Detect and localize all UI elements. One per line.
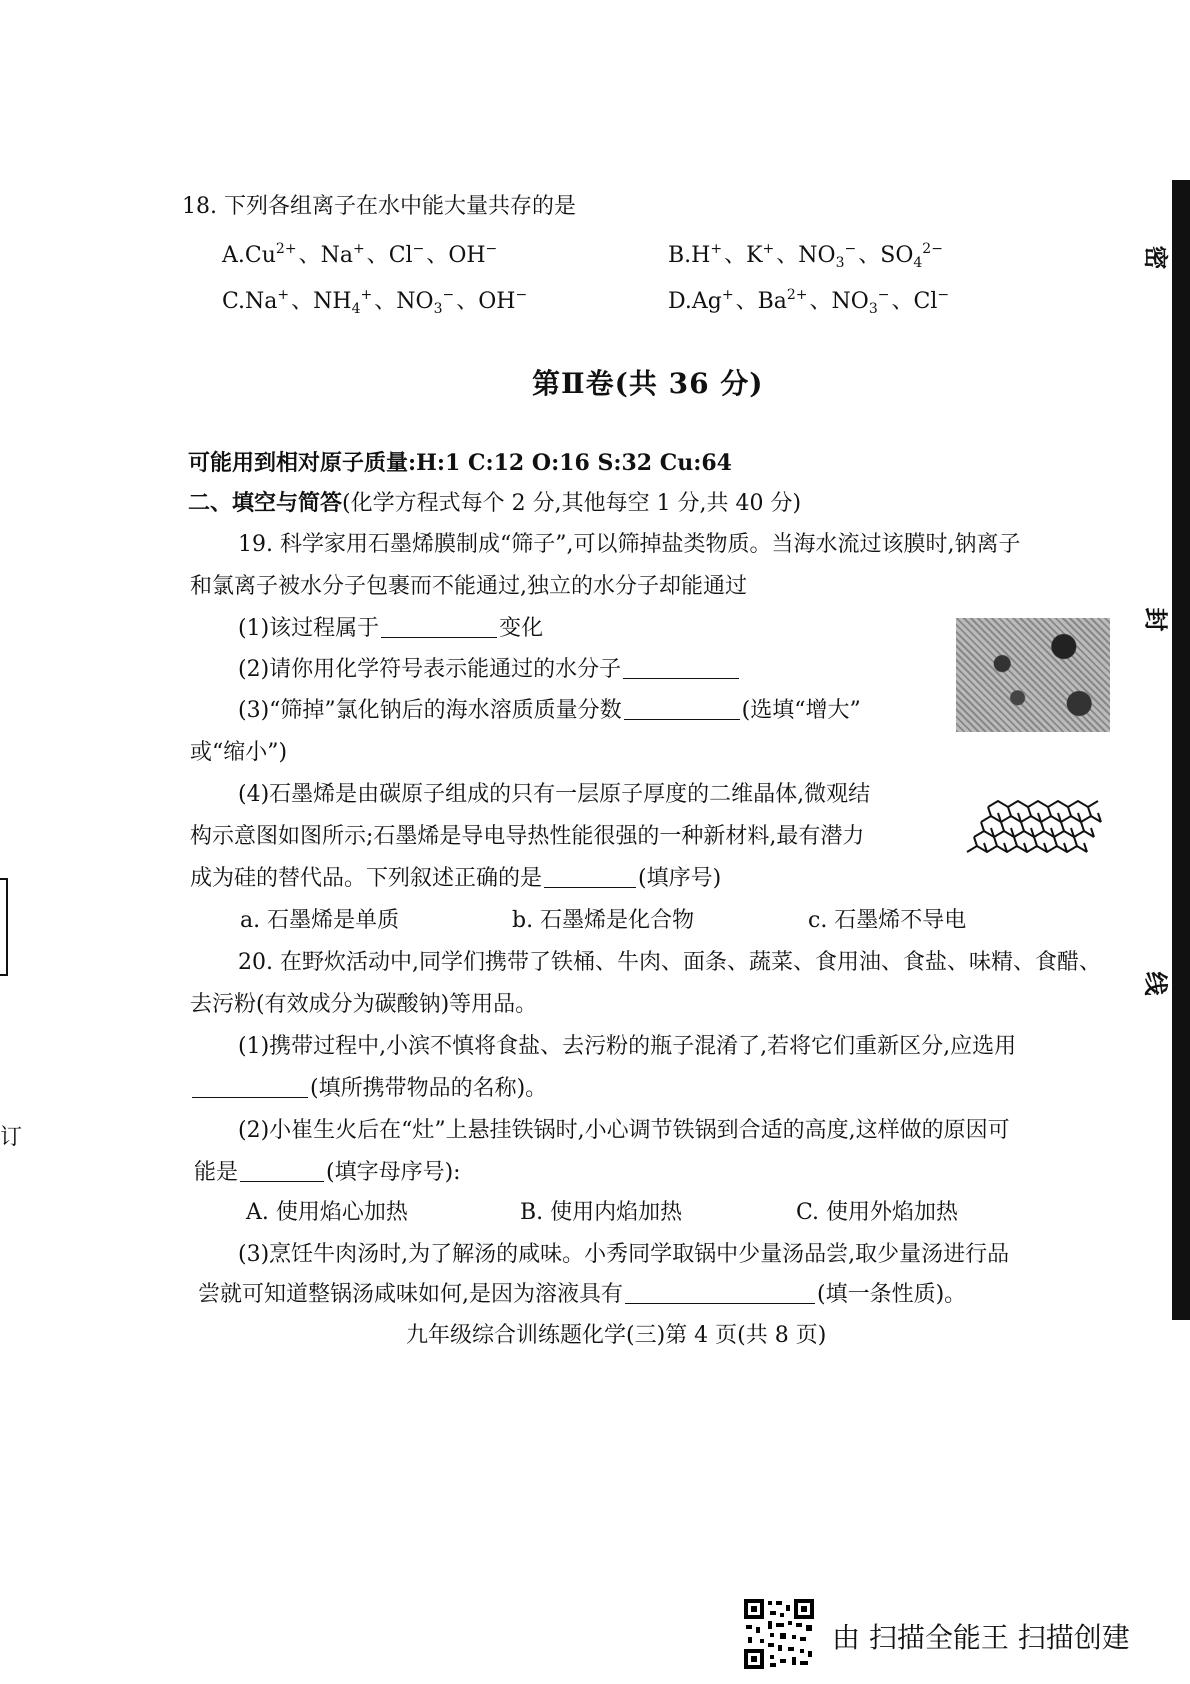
graphene-lattice-diagram — [962, 782, 1114, 872]
q18-option-d: D.Ag+、$Ba^{2+}$、$NO_3^-$、Cl− — [668, 287, 950, 317]
option-letter: D. — [668, 289, 692, 314]
q19-part1-suffix: 变化 — [499, 616, 544, 641]
q19-choice-b: b. 石墨烯是化合物 — [512, 908, 695, 933]
binding-char-seal-2: 封 — [1141, 607, 1171, 632]
q20-part3-text: 尝就可知道整锅汤咸味如何,是因为溶液具有 — [198, 1282, 623, 1307]
answer-blank[interactable] — [381, 617, 497, 638]
q20-part3-line2 — [198, 1280, 966, 1310]
q19-part2 — [238, 655, 741, 685]
q20-choice-a: A. 使用焰心加热 — [246, 1200, 408, 1225]
answer-blank[interactable] — [192, 1077, 308, 1098]
q18-stem: 18. 下列各组离子在水中能大量共存的是 — [182, 194, 576, 219]
q18-option-c: C.Na+、$NH_4^+$、$NO_3^-$、OH− — [222, 287, 528, 317]
q19-part4-line1: (4)石墨烯是由碳原子组成的只有一层原子厚度的二维晶体,微观结 — [238, 782, 871, 807]
answer-blank[interactable] — [623, 658, 739, 679]
q19-part1-text: (1)该过程属于 — [238, 616, 380, 641]
q20-part2-suffix: (填字母序号): — [326, 1160, 461, 1185]
q20-part1-suffix: (填所携带物品的名称)。 — [310, 1076, 548, 1101]
option-letter: B. — [668, 243, 692, 268]
q19-part3-options: (选填“增大” — [741, 698, 861, 723]
left-margin-char: 订 — [0, 1125, 23, 1150]
option-letter: A. — [222, 243, 245, 268]
q20-part2-line1: (2)小崔生火后在“灶”上悬挂铁锅时,小心调节铁锅到合适的高度,这样做的原因可 — [238, 1118, 1010, 1143]
option-letter: C. — [222, 289, 246, 314]
q19-part1 — [238, 614, 543, 644]
answer-blank[interactable] — [625, 1283, 815, 1304]
q19-stem-line2: 和氯离子被水分子包裹而不能通过,独立的水分子却能通过 — [190, 574, 747, 599]
scanner-watermark: 由 扫描全能王 扫描创建 — [832, 1621, 1130, 1654]
binding-char-seal: 密 — [1141, 245, 1171, 270]
part-title: 二、填空与简答 — [188, 490, 343, 516]
left-margin-box — [0, 878, 8, 976]
q20-part3-suffix: (填一条性质)。 — [817, 1282, 967, 1307]
answer-blank[interactable] — [240, 1161, 324, 1182]
graphene-membrane-photo — [956, 618, 1110, 732]
answer-blank[interactable] — [624, 699, 740, 720]
q19-part4-line2: 构示意图如图所示;石墨烯是导电导热性能很强的一种新材料,最有潜力 — [190, 824, 865, 849]
q20-stem-line1: 20. 在野炊活动中,同学们携带了铁桶、牛肉、面条、蔬菜、食用油、食盐、味精、食醋、 — [238, 950, 1101, 975]
q19-stem-line1: 19. 科学家用石墨烯膜制成“筛子”,可以筛掉盐类物质。当海水流过该膜时,钠离子 — [238, 532, 1021, 557]
answer-blank[interactable] — [544, 867, 636, 888]
section-title: 第Ⅱ卷(共 36 分) — [532, 367, 764, 400]
part-heading — [188, 488, 801, 519]
q20-part2-text: 能是 — [194, 1160, 239, 1185]
q18-option-b: B.H+、K+、$NO_3^-$、$SO_4^{2-}$ — [668, 241, 943, 271]
q19-part2-text: (2)请你用化学符号表示能通过的水分子 — [238, 657, 622, 682]
q19-part4-text: 成为硅的替代品。下列叙述正确的是 — [190, 866, 543, 891]
q19-part4-line3 — [190, 864, 721, 894]
q19-part3-cont: 或“缩小”) — [190, 740, 288, 765]
q20-part1-line1: (1)携带过程中,小滨不慎将食盐、去污粉的瓶子混淆了,若将它们重新区分,应选用 — [238, 1034, 1017, 1059]
q20-part3-line1: (3)烹饪牛肉汤时,为了解汤的咸味。小秀同学取锅中少量汤品尝,取少量汤进行品 — [238, 1242, 1010, 1267]
page-footer: 九年级综合训练题化学(三)第 4 页(共 8 页) — [406, 1323, 827, 1348]
q20-part1-line2 — [190, 1074, 547, 1104]
q20-stem-line2: 去污粉(有效成分为碳酸钠)等用品。 — [190, 992, 538, 1017]
qr-code-icon — [742, 1597, 816, 1671]
part-note: (化学方程式每个 2 分,其他每空 1 分,共 40 分) — [342, 491, 802, 516]
q19-choice-c: c. 石墨烯不导电 — [808, 908, 967, 933]
q19-part3-text: (3)“筛掉”氯化钠后的海水溶质质量分数 — [238, 698, 622, 723]
q18-option-a: $A.Cu^{2+}$、Na+、Cl−、OH− — [222, 241, 498, 268]
binding-char-line: 线 — [1141, 971, 1171, 996]
atomic-mass-line: 可能用到相对原子质量:H:1 C:12 O:16 S:32 Cu:64 — [188, 450, 732, 476]
q20-part2-line2 — [194, 1158, 461, 1188]
q19-part4-suffix: (填序号) — [638, 866, 722, 891]
q19-part3 — [238, 696, 861, 726]
binding-margin-bar — [1172, 180, 1190, 1320]
q19-choice-a: a. 石墨烯是单质 — [240, 908, 400, 933]
q20-choice-c: C. 使用外焰加热 — [796, 1200, 959, 1225]
q20-choice-b: B. 使用内焰加热 — [520, 1200, 683, 1225]
